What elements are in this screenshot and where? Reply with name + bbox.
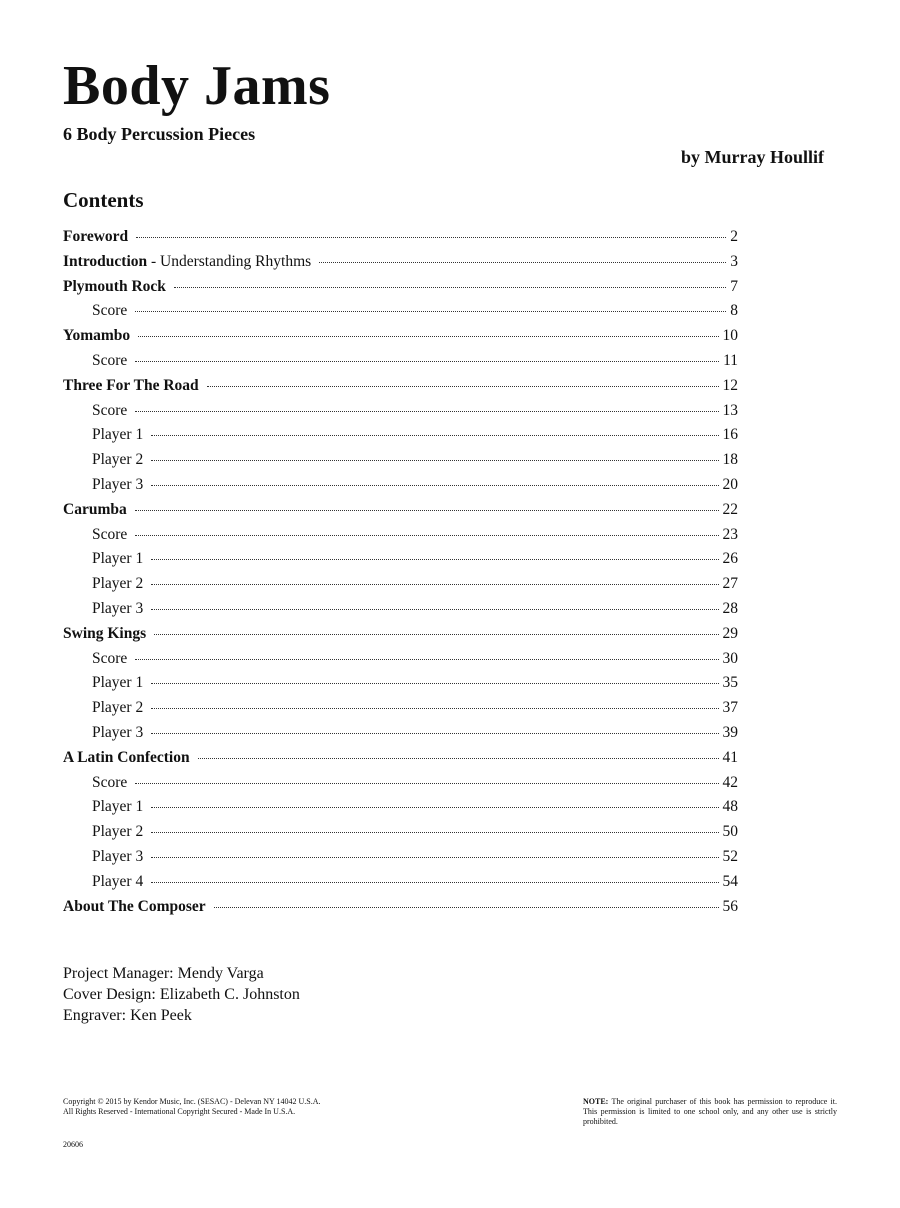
toc-dot-leader bbox=[319, 262, 726, 263]
copyright-line-1: Copyright © 2015 by Kendor Music, Inc. (SESAC) - Delevan NY 14042 U.S.A. bbox=[63, 1097, 321, 1106]
toc-dot-leader bbox=[138, 336, 718, 337]
toc-entry-title: About The Composer bbox=[63, 897, 206, 915]
toc-page-number: 20 bbox=[722, 475, 738, 493]
toc-entry-label bbox=[92, 575, 143, 593]
toc-entry-label bbox=[92, 724, 143, 742]
toc-entry-label bbox=[63, 898, 206, 916]
document-subtitle: 6 Body Percussion Pieces bbox=[63, 124, 256, 144]
toc-page-number: 23 bbox=[722, 525, 738, 543]
toc-entry-title: Carumba bbox=[63, 500, 127, 518]
toc-page-number: 39 bbox=[722, 723, 738, 741]
toc-entry-subtitle: Player 3 bbox=[92, 599, 144, 617]
table-of-contents bbox=[63, 228, 738, 922]
toc-entry-label bbox=[63, 228, 128, 246]
toc-page-number: 26 bbox=[722, 550, 738, 568]
toc-entry-subtitle: Player 2 bbox=[92, 451, 144, 469]
toc-entry-title: Swing Kings bbox=[63, 624, 147, 642]
toc-entry-label bbox=[92, 774, 127, 792]
toc-entry bbox=[63, 873, 738, 898]
toc-entry-label bbox=[92, 650, 127, 668]
toc-page-number: 56 bbox=[722, 897, 738, 915]
toc-entry bbox=[63, 798, 738, 823]
toc-page-number: 27 bbox=[722, 575, 738, 593]
toc-dot-leader bbox=[151, 857, 718, 858]
toc-entry bbox=[63, 575, 738, 600]
toc-entry bbox=[63, 650, 738, 675]
toc-dot-leader bbox=[154, 634, 718, 635]
toc-entry-subtitle: Score bbox=[92, 401, 128, 419]
toc-page-number: 2 bbox=[730, 228, 738, 245]
toc-entry-label bbox=[92, 402, 127, 420]
toc-entry-label bbox=[92, 302, 127, 320]
toc-entry-label bbox=[63, 278, 166, 296]
toc-entry bbox=[63, 625, 738, 650]
credits-block bbox=[63, 963, 300, 1026]
toc-entry bbox=[63, 426, 738, 451]
toc-page-number: 18 bbox=[722, 451, 738, 469]
toc-dot-leader bbox=[135, 535, 718, 536]
toc-dot-leader bbox=[151, 708, 718, 709]
toc-entry-subtitle: Player 1 bbox=[92, 550, 144, 568]
toc-dot-leader bbox=[151, 807, 718, 808]
toc-entry bbox=[63, 749, 738, 774]
toc-entry-label bbox=[92, 352, 127, 370]
cover-design-credit: Cover Design: Elizabeth C. Johnston bbox=[63, 986, 300, 1003]
toc-dot-leader bbox=[151, 485, 718, 486]
toc-entry-label bbox=[92, 699, 143, 717]
toc-entry-subtitle: Player 2 bbox=[92, 699, 144, 717]
toc-dot-leader bbox=[135, 783, 718, 784]
reproduction-note bbox=[583, 1097, 837, 1127]
copyright-notice bbox=[63, 1097, 321, 1117]
toc-entry-label bbox=[92, 451, 143, 469]
toc-dot-leader bbox=[136, 237, 726, 238]
toc-page-number: 37 bbox=[722, 699, 738, 717]
toc-entry bbox=[63, 501, 738, 526]
toc-entry-subtitle: Score bbox=[92, 773, 128, 791]
document-title: Body Jams bbox=[63, 55, 331, 117]
project-manager-credit: Project Manager: Mendy Varga bbox=[63, 965, 264, 982]
toc-page-number: 3 bbox=[730, 252, 738, 270]
toc-entry-title: Plymouth Rock bbox=[63, 277, 166, 295]
toc-dot-leader bbox=[151, 460, 718, 461]
toc-page-number: 8 bbox=[730, 302, 738, 320]
toc-entry-label bbox=[92, 476, 143, 494]
toc-page-number: 42 bbox=[722, 773, 738, 791]
contents-heading: Contents bbox=[63, 188, 144, 212]
engraver-credit: Engraver: Ken Peek bbox=[63, 1007, 192, 1024]
toc-dot-leader bbox=[151, 832, 718, 833]
toc-dot-leader bbox=[151, 882, 718, 883]
toc-entry-label bbox=[92, 674, 143, 692]
toc-entry-subtitle: Score bbox=[92, 525, 128, 543]
toc-entry-subtitle: Player 3 bbox=[92, 475, 144, 493]
toc-entry-label bbox=[92, 823, 143, 841]
toc-entry-label bbox=[63, 377, 199, 395]
toc-entry bbox=[63, 228, 738, 253]
toc-page-number: 50 bbox=[722, 823, 738, 841]
toc-entry-title: A Latin Confection bbox=[63, 748, 190, 766]
toc-entry bbox=[63, 526, 738, 551]
toc-entry bbox=[63, 898, 738, 923]
toc-entry-subtitle: Score bbox=[92, 351, 128, 369]
toc-entry-label bbox=[92, 526, 127, 544]
toc-entry-label bbox=[92, 798, 143, 816]
toc-entry-label bbox=[92, 600, 143, 618]
toc-entry bbox=[63, 253, 738, 278]
toc-entry-label bbox=[63, 625, 146, 643]
toc-entry bbox=[63, 724, 738, 749]
note-text: The original purchaser of this book has permission to reproduce it. This permission is limited to one school only, and any other use is strictly prohibited. bbox=[583, 1097, 837, 1126]
toc-page-number: 29 bbox=[722, 624, 738, 642]
toc-dot-leader bbox=[151, 584, 718, 585]
toc-entry bbox=[63, 476, 738, 501]
toc-dot-leader bbox=[151, 435, 718, 436]
toc-entry-label bbox=[63, 749, 190, 767]
toc-entry-subtitle: Player 3 bbox=[92, 847, 144, 865]
toc-dot-leader bbox=[135, 659, 718, 660]
toc-dot-leader bbox=[135, 311, 726, 312]
toc-entry-subtitle: Player 1 bbox=[92, 798, 144, 816]
toc-dot-leader bbox=[207, 386, 719, 387]
toc-entry-title: Introduction bbox=[63, 252, 148, 270]
toc-page-number: 48 bbox=[722, 798, 738, 816]
toc-entry bbox=[63, 377, 738, 402]
toc-entry bbox=[63, 848, 738, 873]
toc-entry-label bbox=[63, 501, 127, 519]
toc-dot-leader bbox=[174, 287, 726, 288]
toc-entry-title: Three For The Road bbox=[63, 376, 199, 394]
toc-dot-leader bbox=[151, 559, 718, 560]
catalog-number: 20606 bbox=[63, 1140, 83, 1149]
toc-page-number: 28 bbox=[722, 599, 738, 617]
toc-entry-subtitle: - Understanding Rhythms bbox=[147, 252, 312, 270]
toc-entry bbox=[63, 699, 738, 724]
toc-entry-subtitle: Player 4 bbox=[92, 872, 144, 890]
toc-entry-label bbox=[92, 550, 143, 568]
toc-entry bbox=[63, 352, 738, 377]
toc-entry-label bbox=[92, 426, 143, 444]
toc-dot-leader bbox=[135, 361, 719, 362]
toc-entry-label bbox=[63, 253, 311, 271]
toc-page-number: 35 bbox=[722, 674, 738, 692]
toc-dot-leader bbox=[151, 609, 718, 610]
toc-entry-label bbox=[63, 327, 130, 345]
author-line: by Murray Houllif bbox=[681, 147, 824, 167]
toc-dot-leader bbox=[135, 510, 719, 511]
toc-entry bbox=[63, 302, 738, 327]
toc-entry-subtitle: Score bbox=[92, 302, 128, 320]
copyright-line-2: All Rights Reserved - International Copyright Secured - Made In U.S.A. bbox=[63, 1107, 296, 1116]
toc-entry-label bbox=[92, 848, 143, 866]
toc-page-number: 52 bbox=[722, 847, 738, 865]
toc-entry bbox=[63, 327, 738, 352]
toc-entry-subtitle: Score bbox=[92, 649, 128, 667]
toc-page-number: 13 bbox=[722, 401, 738, 419]
toc-entry-label bbox=[92, 873, 143, 891]
toc-entry-subtitle: Player 1 bbox=[92, 426, 144, 444]
toc-dot-leader bbox=[151, 733, 718, 734]
toc-entry-title: Foreword bbox=[63, 228, 129, 245]
toc-entry bbox=[63, 550, 738, 575]
toc-page-number: 54 bbox=[722, 872, 738, 890]
toc-entry bbox=[63, 823, 738, 848]
toc-page-number: 12 bbox=[722, 376, 738, 394]
toc-page-number: 41 bbox=[722, 748, 738, 766]
toc-entry-subtitle: Player 2 bbox=[92, 823, 144, 841]
note-label: NOTE: bbox=[583, 1097, 609, 1106]
toc-page-number: 30 bbox=[722, 649, 738, 667]
toc-entry bbox=[63, 674, 738, 699]
toc-entry bbox=[63, 402, 738, 427]
toc-entry-title: Yomambo bbox=[63, 327, 131, 345]
toc-page-number: 10 bbox=[722, 327, 738, 345]
toc-entry bbox=[63, 278, 738, 303]
toc-entry bbox=[63, 451, 738, 476]
toc-entry bbox=[63, 600, 738, 625]
toc-dot-leader bbox=[198, 758, 719, 759]
toc-entry-subtitle: Player 2 bbox=[92, 575, 144, 593]
toc-dot-leader bbox=[151, 683, 718, 684]
toc-page-number: 7 bbox=[730, 277, 738, 295]
toc-page-number: 16 bbox=[722, 426, 738, 444]
toc-page-number: 22 bbox=[722, 500, 738, 518]
toc-dot-leader bbox=[214, 907, 719, 908]
toc-entry-subtitle: Player 3 bbox=[92, 723, 144, 741]
toc-entry bbox=[63, 774, 738, 799]
toc-page-number: 11 bbox=[723, 351, 738, 369]
toc-dot-leader bbox=[135, 411, 718, 412]
toc-entry-subtitle: Player 1 bbox=[92, 674, 144, 692]
